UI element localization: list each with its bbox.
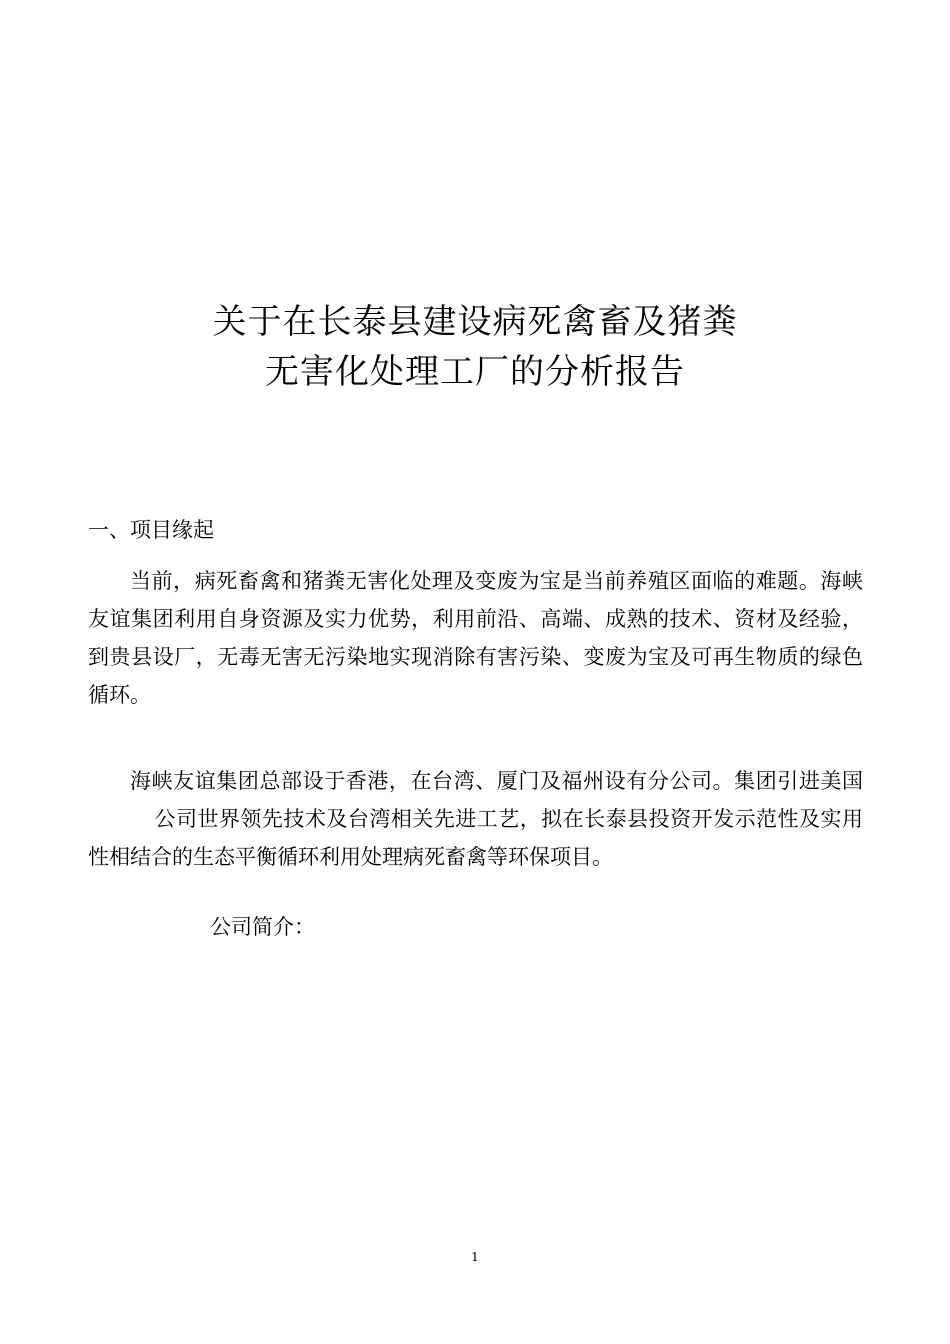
page-number: 1 xyxy=(471,1250,479,1264)
paragraph-company-background xyxy=(88,762,863,876)
paragraph-company-background-part-2: 公司世界领先技术及台湾相关先进工艺，拟在长泰县投资开发示范性及实用性相结合的生态平衡循环利用处理病死畜禽等环保项目。 xyxy=(88,807,863,869)
section-heading-project-origin: 一、项目缘起 xyxy=(88,518,214,542)
document-title-line-2: 无害化处理工厂的分析报告 xyxy=(265,352,685,392)
paragraph-company-background-part-1: 海峡友谊集团总部设于香港，在台湾、厦门及福州设有分公司。集团引进美国 xyxy=(130,769,863,793)
document-title-line-1: 关于在长泰县建设病死禽畜及猪粪 xyxy=(212,302,738,342)
paragraph-current-situation: 当前，病死畜禽和猪粪无害化处理及变废为宝是当前养殖区面临的难题。海峡友谊集团利用自身资源及实力优势，利用前沿、高端、成熟的技术、资材及经验，到贵县设厂，无毒无害无污染地实现消除有害污染、变废为宝及可再生物质的绿色循环。 xyxy=(88,569,863,707)
company-intro-label: 公司简介： xyxy=(210,915,315,939)
